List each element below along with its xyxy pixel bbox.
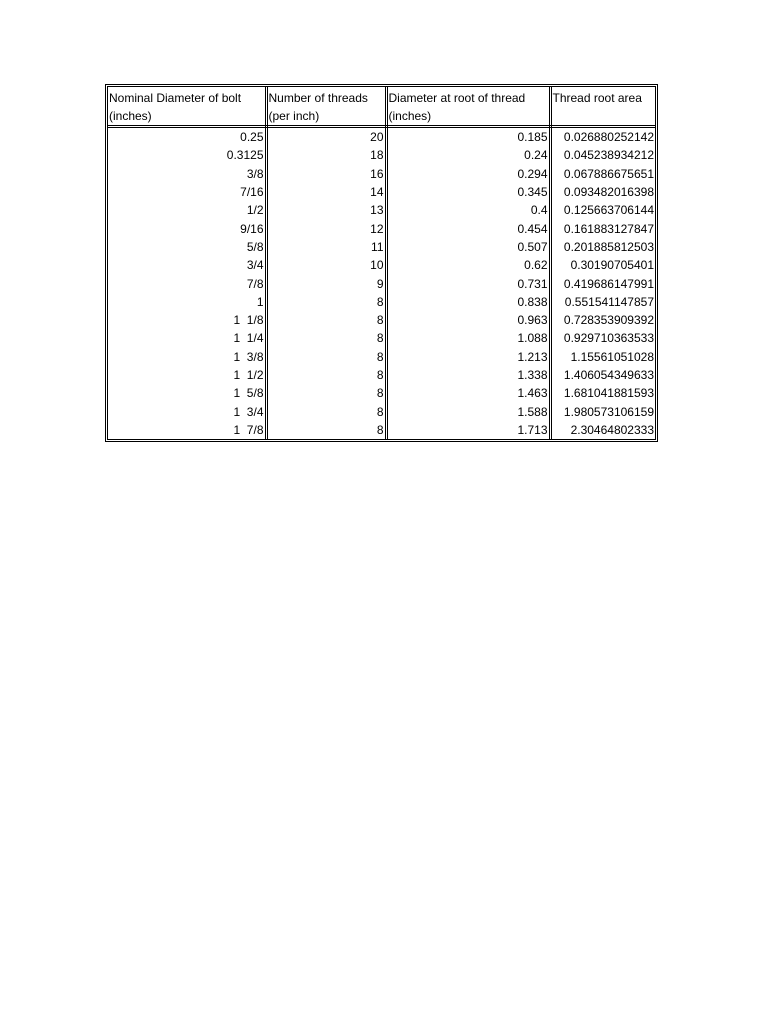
threads-per-inch-cell: 10 (266, 256, 386, 274)
nominal-diameter-cell: 3/4 (108, 256, 266, 274)
root-diameter-cell: 1.088 (386, 329, 550, 347)
thread-root-area-cell: 2.30464802333 (570, 422, 654, 437)
threads-per-inch-cell: 20 (266, 127, 386, 147)
thread-root-area-cell: 1.980573106159 (563, 404, 654, 419)
root-diameter-cell: 1.713 (386, 421, 550, 439)
table-row (108, 421, 655, 439)
thread-root-area-cell: 0.093482016398 (563, 185, 654, 200)
header-number-of-threads (266, 87, 386, 127)
table-row (108, 366, 655, 384)
thread-root-area-cell: 1.681041881593 (563, 386, 654, 401)
bolt-thread-table-container (105, 84, 658, 442)
nominal-diameter-cell: 1 1/2 (108, 366, 266, 384)
header-nominal-diameter (108, 87, 266, 127)
thread-root-area-cell: 0.201885812503 (563, 239, 654, 254)
table-row (108, 146, 655, 164)
thread-root-area-cell: 1.406054349633 (563, 368, 654, 382)
table-row (108, 402, 655, 420)
root-diameter-cell: 0.507 (386, 238, 550, 256)
table-row (108, 201, 655, 219)
root-diameter-cell: 0.963 (386, 311, 550, 329)
root-diameter-cell: 1.588 (386, 402, 550, 420)
bolt-thread-table (108, 87, 655, 439)
header-label: Thread root area (552, 91, 642, 105)
table-row (108, 238, 655, 256)
threads-per-inch-cell: 12 (266, 219, 386, 237)
table-row (108, 256, 655, 274)
header-label: Nominal Diameter of bolt (109, 91, 242, 105)
nominal-diameter-cell: 1 3/8 (108, 348, 266, 366)
nominal-diameter-cell: 5/8 (108, 238, 266, 256)
root-diameter-cell: 0.62 (386, 256, 550, 274)
header-unit: (inches) (388, 109, 432, 123)
root-diameter-cell: 1.338 (386, 366, 550, 384)
table-row (108, 384, 655, 402)
table-row (108, 348, 655, 366)
root-diameter-cell: 0.24 (386, 146, 550, 164)
nominal-diameter-cell: 7/8 (108, 274, 266, 292)
threads-per-inch-cell: 9 (266, 274, 386, 292)
header-label: Number of threads (268, 91, 368, 105)
nominal-diameter-cell: 1 5/8 (108, 384, 266, 402)
table-row (108, 293, 655, 311)
header-unit: (per inch) (268, 109, 320, 123)
thread-root-area-cell: 0.419686147991 (563, 276, 654, 291)
root-diameter-cell: 0.4 (386, 201, 550, 219)
root-diameter-cell: 1.213 (386, 348, 550, 366)
nominal-diameter-cell: 1 7/8 (108, 421, 266, 439)
threads-per-inch-cell: 8 (266, 366, 386, 384)
threads-per-inch-cell: 8 (266, 384, 386, 402)
root-diameter-cell: 1.463 (386, 384, 550, 402)
nominal-diameter-cell: 1 1/4 (108, 329, 266, 347)
root-diameter-cell: 0.185 (386, 127, 550, 147)
nominal-diameter-cell: 7/16 (108, 183, 266, 201)
header-root-diameter (386, 87, 550, 127)
header-label: Diameter at root of thread (388, 91, 526, 105)
nominal-diameter-cell: 1 1/8 (108, 311, 266, 329)
threads-per-inch-cell: 8 (266, 311, 386, 329)
threads-per-inch-cell: 14 (266, 183, 386, 201)
threads-per-inch-cell: 13 (266, 201, 386, 219)
thread-root-area-cell: 0.067886675651 (563, 166, 654, 181)
table-row (108, 183, 655, 201)
thread-root-area-cell: 0.929710363533 (563, 331, 654, 346)
header-unit: (inches) (109, 109, 152, 123)
threads-per-inch-cell: 16 (266, 165, 386, 183)
table-row (108, 219, 655, 237)
thread-root-area-cell: 0.125663706144 (563, 203, 654, 218)
root-diameter-cell: 0.345 (386, 183, 550, 201)
thread-root-area-cell: 1.15561051028 (570, 349, 654, 364)
root-diameter-cell: 0.294 (386, 165, 550, 183)
table-row (108, 311, 655, 329)
header-thread-root-area (550, 87, 655, 127)
thread-root-area-cell: 0.30190705401 (570, 258, 654, 273)
thread-root-area-cell: 0.045238934212 (563, 148, 654, 163)
thread-root-area-cell: 0.161883127847 (563, 221, 654, 236)
thread-root-area-cell: 0.728353909392 (563, 313, 654, 328)
threads-per-inch-cell: 18 (266, 146, 386, 164)
nominal-diameter-cell: 1 (108, 293, 266, 311)
nominal-diameter-cell: 1 3/4 (108, 402, 266, 420)
nominal-diameter-cell: 9/16 (108, 219, 266, 237)
table-row (108, 127, 655, 147)
nominal-diameter-cell: 1/2 (108, 201, 266, 219)
threads-per-inch-cell: 8 (266, 348, 386, 366)
nominal-diameter-cell: 0.25 (108, 127, 266, 147)
table-row (108, 274, 655, 292)
header-row (108, 87, 655, 127)
table-row (108, 329, 655, 347)
threads-per-inch-cell: 8 (266, 329, 386, 347)
root-diameter-cell: 0.731 (386, 274, 550, 292)
threads-per-inch-cell: 8 (266, 293, 386, 311)
threads-per-inch-cell: 8 (266, 421, 386, 439)
table-body (108, 127, 655, 440)
threads-per-inch-cell: 11 (266, 238, 386, 256)
threads-per-inch-cell: 8 (266, 402, 386, 420)
table-row (108, 165, 655, 183)
nominal-diameter-cell: 3/8 (108, 165, 266, 183)
nominal-diameter-cell: 0.3125 (108, 146, 266, 164)
root-diameter-cell: 0.838 (386, 293, 550, 311)
thread-root-area-cell: 0.026880252142 (563, 130, 654, 145)
thread-root-area-cell: 0.551541147857 (564, 294, 654, 309)
root-diameter-cell: 0.454 (386, 219, 550, 237)
